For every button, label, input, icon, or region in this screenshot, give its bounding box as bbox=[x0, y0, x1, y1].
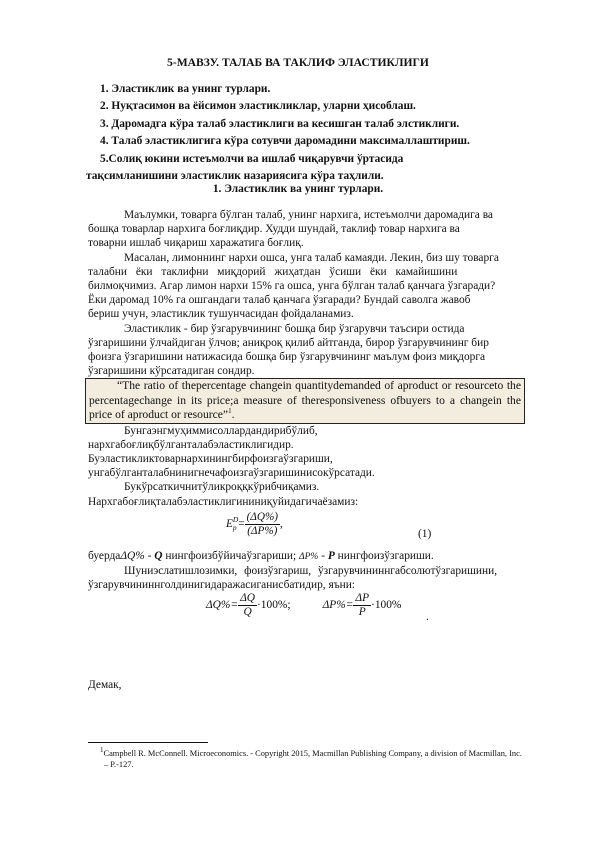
toc-item-2: 2. Нуқтасимон ва ёйсимон эластикликлар, уларни ҳисоблаш. bbox=[100, 100, 416, 113]
footnote-marker: 1 bbox=[228, 407, 232, 416]
defs-dash: - bbox=[144, 549, 155, 562]
toc-item-5-continued: тақсимланишини эластиклик назариясига кўра таҳлили. bbox=[86, 169, 384, 182]
footnote-text: Campbell R. McConnell. Microeconomics. - Copyright 2015, Macmillan Publishing Company, a division of Macmillan, Inc. – P.-127. bbox=[103, 749, 522, 769]
quote-text: “The ratio of thepercentage changein quantitydemanded of aproduct or resourceto the percentagechange in its price;a measure of theresponsiveness ofbuyers to a changein the price of aproduct or resource” bbox=[89, 379, 521, 422]
paragraph-3 bbox=[88, 322, 522, 379]
defs-mid: нингфоизбўйичаўзгариши; bbox=[162, 549, 300, 562]
text-line: Буэластикликтоварнархинингбирфоизгаўзгариши, bbox=[88, 453, 333, 466]
formula-b-denominator: P bbox=[358, 606, 366, 619]
formula-expression-2 bbox=[206, 592, 401, 619]
formula-b-numerator: ΔP bbox=[355, 592, 370, 605]
text-line: Букўрсаткичнитўликроққкўрибчиқамиз. bbox=[124, 481, 320, 494]
equation-number: (1) bbox=[418, 527, 432, 540]
definitions-line bbox=[88, 549, 522, 564]
text-line: талабни ёки таклифни миқдорий жиҳатдан ўсиши ёки камайишини bbox=[88, 265, 458, 278]
formula-a-fraction bbox=[238, 592, 257, 619]
formula-denominator: (ΔP%) bbox=[247, 524, 278, 537]
highlighted-quote: “The ratio of thepercentage changein quantitydemanded of aproduct or resourceto the percentagechange in its price;a measure of theresponsiveness ofbuyers to a changein the price of aproduct or resource”$^1$. bbox=[85, 378, 525, 423]
text-line: Эластиклик - бир ўзгарувчининг бошқа бир ўзгарувчи таъсири остида bbox=[124, 322, 465, 335]
formula-lhs: E bbox=[226, 517, 233, 530]
paragraph-5 bbox=[88, 480, 522, 508]
text-line: унгабўлганталабнинигнечафоизгаўзгаришинисокўрсатади. bbox=[88, 467, 375, 480]
formula-eq: = bbox=[238, 517, 245, 530]
table-of-contents bbox=[88, 82, 528, 186]
footnote-number: 1 bbox=[100, 746, 104, 755]
section-heading: 1. Эластиклик ва унинг турлари. bbox=[212, 183, 384, 195]
defs-q: Q bbox=[154, 549, 163, 562]
elasticity-formula bbox=[88, 509, 522, 549]
defs-post: нингфоизўзгариши. bbox=[334, 549, 434, 562]
text-line: Масалан, лимоннинг нархи ошса, унга талаб камаяди. Лекин, биз шу товарга bbox=[124, 251, 499, 264]
formula-fraction bbox=[245, 511, 280, 538]
percent-change-formulas bbox=[88, 592, 522, 632]
formula-b-tail: ·100% bbox=[371, 599, 402, 612]
closing-word: Демак, bbox=[88, 679, 122, 691]
text-line: ўзгарувчининнголдинигидаражасиганисбатидир, яъни: bbox=[88, 579, 355, 592]
formula-b-fraction bbox=[353, 592, 371, 619]
text-line: бошқа товарлар нархига боғлиқдир. Худди шундай, таклиф товар нархига ва bbox=[88, 223, 460, 236]
paragraph-6 bbox=[88, 564, 522, 592]
footnote-separator bbox=[88, 742, 208, 743]
toc-item-5: 5.Солиқ юкини истеъмолчи ва ишлаб чиқарувчи ўртасида bbox=[100, 152, 404, 165]
paragraph-4 bbox=[88, 424, 522, 481]
defs-dp: ΔP% bbox=[299, 551, 319, 562]
text-line: фоизга ўзгаришини натижасида бошқа бир ўзгарувчининг маълум фоиз миқдорга bbox=[88, 351, 486, 364]
formula-expression bbox=[226, 511, 283, 538]
formula-sub: p bbox=[232, 523, 237, 533]
defs-pre: буерда bbox=[88, 549, 121, 562]
text-line: Маълумки, товарга бўлган талаб, унинг нархига, истеъмолчи даромадига ва bbox=[124, 209, 493, 221]
defs-dq: ΔQ% bbox=[120, 549, 145, 562]
paragraph-2 bbox=[88, 251, 522, 322]
page-title: 5-МАВЗУ. ТАЛАБ ВА ТАКЛИФ ЭЛАСТИКЛИГИ bbox=[167, 56, 429, 69]
text-line: ўзгаришини ўлчайдиган ўлчов; аниқроқ қилиб айтганда, бирор ўзгарувчининг бир bbox=[88, 336, 489, 349]
formula-a-tail: ·100%; bbox=[257, 599, 291, 612]
text-line: Ёки даромад 10% га ошгандаги талаб қанчага ўзгаради? Бундай саволга жавоб bbox=[88, 294, 471, 307]
defs-dash2: - bbox=[318, 549, 328, 562]
toc-item-4: 4. Талаб эластиклигига кўра сотувчи даромадини максималлаштириш. bbox=[100, 135, 470, 148]
text-line: билмоқчимиз. Агар лимон нархи 15% га ошса, унга бўлган талаб қанчага ўзгаради? bbox=[88, 280, 496, 293]
text-line: ўзгаришини кўрсатадиган сондир. bbox=[88, 365, 255, 378]
formula-sup: D bbox=[232, 515, 239, 525]
defs-p: P bbox=[327, 549, 335, 562]
paragraph-1 bbox=[88, 208, 522, 251]
text-line: бериш учун, эластиклик тушунчасидан фойдаланамиз. bbox=[88, 308, 354, 321]
formula-a-denominator: Q bbox=[243, 606, 252, 619]
text-line: товарни ишлаб чиқариш харажатига боғлиқ. bbox=[88, 237, 304, 250]
formula-a-lhs: ΔQ%= bbox=[206, 599, 239, 612]
body-text bbox=[88, 208, 522, 632]
formula-b-lhs: ΔP%= bbox=[322, 599, 354, 612]
formula-end: . bbox=[426, 611, 429, 624]
text-line: Бунгаэнгмуҳиммисоллардандирибўлиб, bbox=[124, 424, 318, 437]
toc-item-3: 3. Даромадга кўра талаб эластиклиги ва кесишган талаб элстиклиги. bbox=[100, 117, 460, 130]
text-line: Нархгабоғлиқталабэластиклигининиқуйидагичаёзамиз: bbox=[88, 495, 359, 508]
formula-a-numerator: ΔQ bbox=[240, 592, 256, 605]
toc-item-1: 1. Эластиклик ва унинг турлари. bbox=[100, 83, 271, 95]
formula-tail: , bbox=[280, 517, 283, 530]
formula-numerator: (ΔQ%) bbox=[246, 510, 278, 523]
text-line: нархгабоғлиқбўлганталабэластиклигидир. bbox=[88, 438, 294, 451]
text-line: Шуниэслатишлозимки, фоизўзгариш, ўзгарувчининнгабсолютўзгаришини, bbox=[124, 565, 498, 578]
footnote bbox=[88, 748, 522, 770]
